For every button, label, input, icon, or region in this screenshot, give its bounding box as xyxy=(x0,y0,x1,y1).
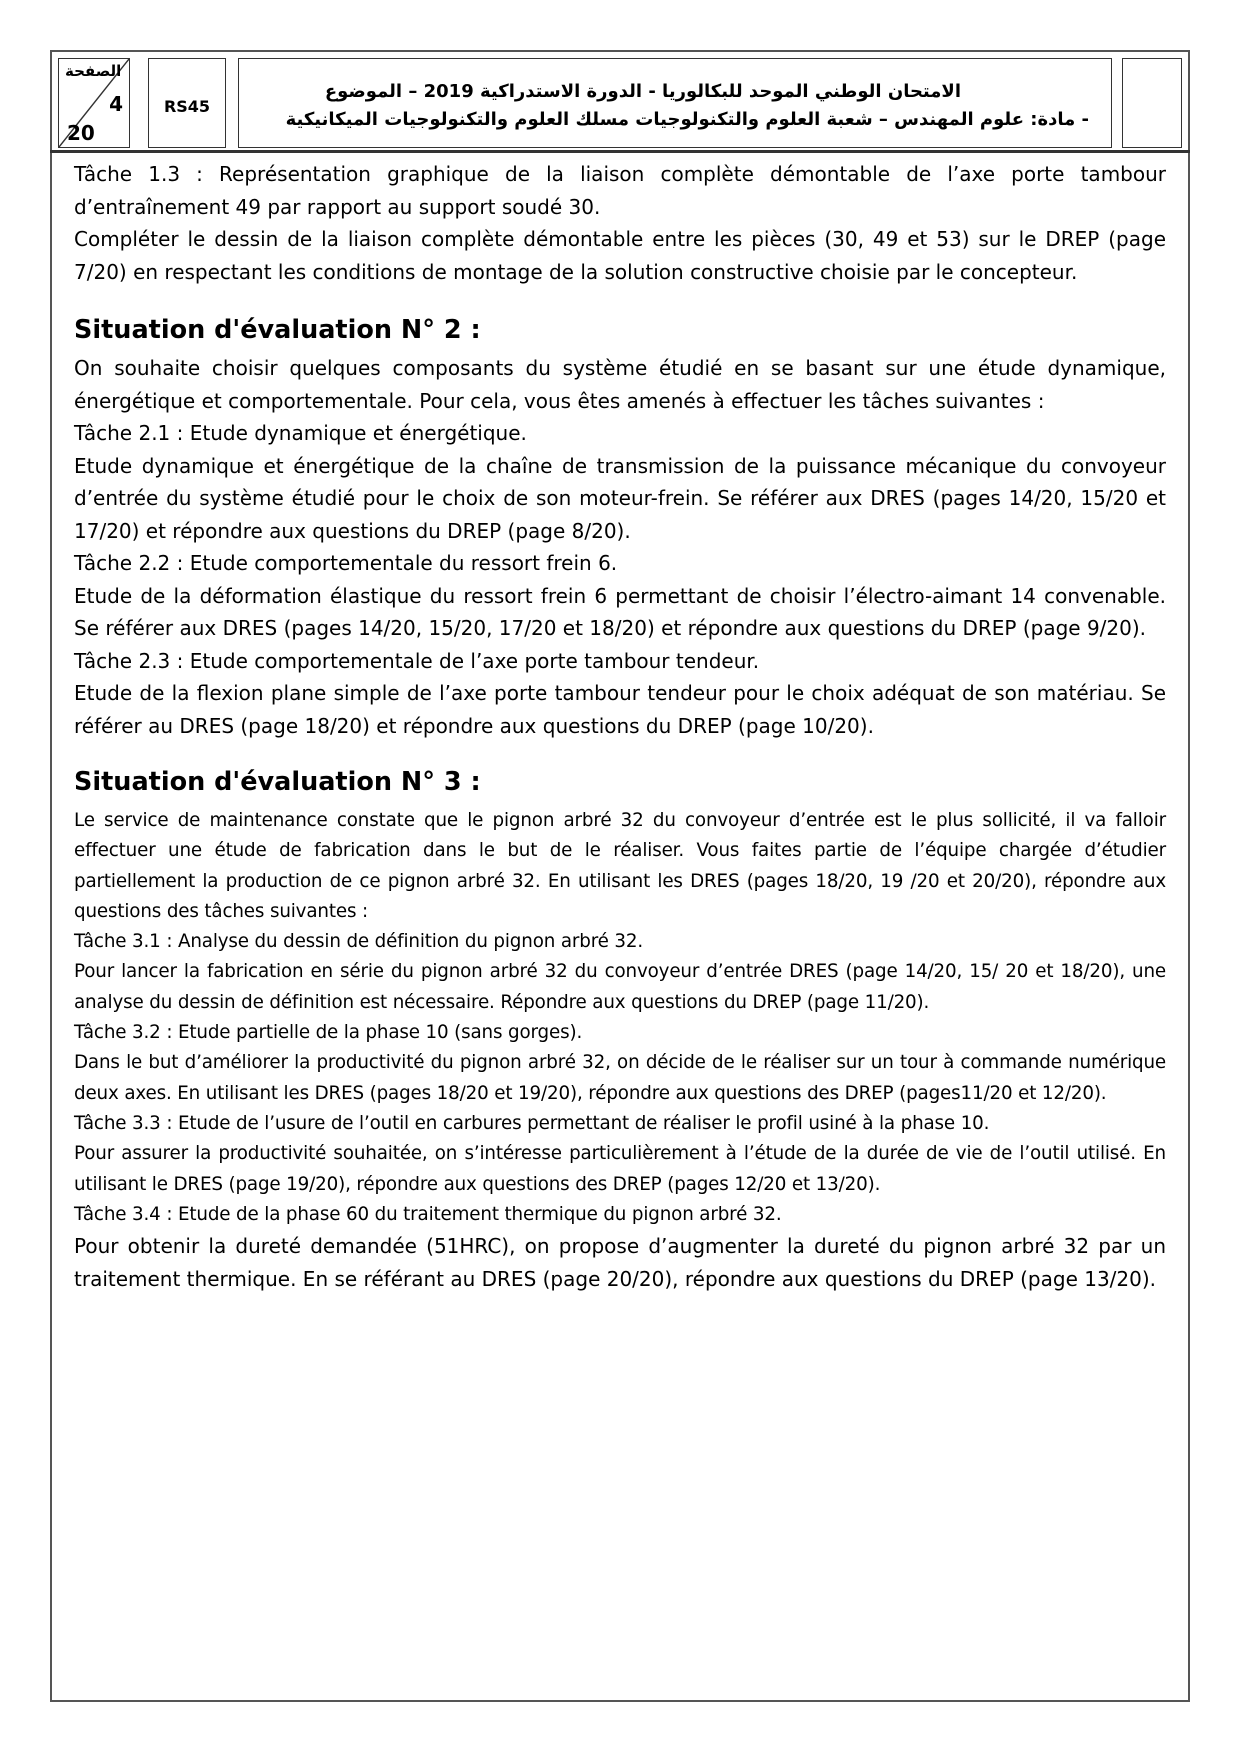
task-3-4-text: Pour obtenir la dureté demandée (51HRC), on propose d’augmenter la dureté du pignon arbré 32 par un traitement thermique. En se référant au DRES (page 20/20), répondre aux questions du DREP (page 13/20). xyxy=(74,1234,1166,1291)
task-2-1-title: Tâche 2.1 : Etude dynamique et énergétique. xyxy=(74,421,527,445)
task-1-3-title: Tâche 1.3 : Représentation graphique de la liaison complète démontable de l’axe porte tambour d’entraînement 49 par rapport au support soudé 30. xyxy=(74,162,1166,219)
task-2-1-text: Etude dynamique et énergétique de la chaîne de transmission de la puissance mécanique du convoyeur d’entrée du système étudié pour le choix de son moteur-frein. Se référer aux DRES (pages 14/20, 15/20 et 17/20) et répondre aux questions du DREP (page 8/20). xyxy=(74,453,1166,543)
task-3-4-title: Tâche 3.4 : Etude de la phase 60 du traitement thermique du pignon arbré 32. xyxy=(74,1203,782,1225)
exam-title-line2: - مادة: علوم المهندس – شعبة العلوم والتكنولوجيات مسلك العلوم والتكنولوجيات الميكانيكية xyxy=(285,109,1089,130)
exam-code: RS45 xyxy=(163,97,211,116)
task-2-2-text: Etude de la déformation élastique du ressort frein 6 permettant de choisir l’électro-aimant 14 convenable. Se référer aux DRES (pages 14/20, 15/20, 17/20 et 18/20) et répondre aux questions du DREP (page 9/20). xyxy=(74,583,1166,640)
header-rule xyxy=(50,150,1190,153)
task-3-3-title: Tâche 3.3 : Etude de l’usure de l’outil en carbures permettant de réaliser le profil usiné à la phase 10. xyxy=(74,1112,990,1134)
task-2-3-title: Tâche 2.3 : Etude comportementale de l’axe porte tambour tendeur. xyxy=(74,648,760,673)
exam-content xyxy=(74,158,1166,1295)
situation-3-heading: Situation d'évaluation N° 3 : xyxy=(74,767,481,797)
task-3-2-text: Dans le but d’améliorer la productivité du pignon arbré 32, on décide de le réaliser sur un tour à commande numérique deux axes. En utilisant les DRES (pages 18/20 et 19/20), répondre aux questions des DREP (pages11/20 et 12/20). xyxy=(74,1052,1166,1104)
exam-title-box xyxy=(238,58,1112,148)
page-label: الصفحة xyxy=(65,62,122,80)
page-number-box xyxy=(58,58,130,148)
task-3-1-text: Pour lancer la fabrication en série du pignon arbré 32 du convoyeur d’entrée DRES (page 14/20, 15/ 20 et 18/20), une analyse du dessin de définition est nécessaire. Répondre aux questions du DREP (page 11/20). xyxy=(74,961,1166,1013)
page-number: 4 xyxy=(109,92,123,116)
exam-code-box xyxy=(148,58,226,148)
page-total: 20 xyxy=(67,121,95,145)
exam-title-line1: الامتحان الوطني الموحد للبكالوريا - الدورة الاستدراكية 2019 – الموضوع xyxy=(324,81,961,102)
exam-header xyxy=(50,50,1190,154)
situation-2-intro: On souhaite choisir quelques composants du système étudié en se basant sur une étude dynamique, énergétique et comportementale. Pour cela, vous êtes amenés à effectuer les tâches suivantes : xyxy=(74,356,1166,413)
situation-2-heading: Situation d'évaluation N° 2 : xyxy=(74,315,481,345)
task-3-1-title: Tâche 3.1 : Analyse du dessin de définition du pignon arbré 32. xyxy=(74,931,644,953)
task-1-3-text: Compléter le dessin de la liaison complète démontable entre les pièces (30, 49 et 53) sur le DREP (page 7/20) en respectant les conditions de montage de la solution constructive choisie par le concepteur. xyxy=(74,227,1166,284)
task-2-2-title: Tâche 2.2 : Etude comportementale du ressort frein 6. xyxy=(74,551,618,575)
situation-3-intro: Le service de maintenance constate que le pignon arbré 32 du convoyeur d’entrée est le plus sollicité, il va falloir effectuer une étude de fabrication dans le but de le réaliser. Vous faites partie de l’équipe chargée d’étudier partiellement la production de ce pignon arbré 32. En utilisant les DRES (pages 18/20, 19 /20 et 20/20), répondre aux questions des tâches suivantes : xyxy=(74,810,1166,922)
task-3-3-text: Pour assurer la productivité souhaitée, on s’intéresse particulièrement à l’étude de la durée de vie de l’outil utilisé. En utilisant le DRES (page 19/20), répondre aux questions des DREP (pages 12/20 et 13/20). xyxy=(74,1143,1166,1195)
blank-box xyxy=(1122,58,1182,148)
task-2-3-text: Etude de la flexion plane simple de l’axe porte tambour tendeur pour le choix adéquat de son matériau. Se référer au DRES (page 18/20) et répondre aux questions du DREP (page 10/20). xyxy=(74,681,1166,738)
task-3-2-title: Tâche 3.2 : Etude partielle de la phase 10 (sans gorges). xyxy=(74,1022,583,1044)
